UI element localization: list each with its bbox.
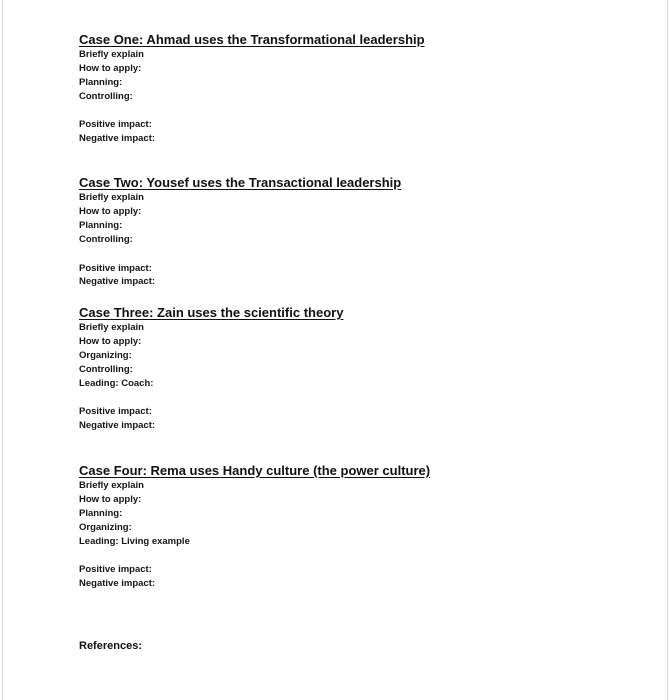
case-three-how-to-apply: How to apply: <box>79 336 142 347</box>
case-one-heading: Case One: Ahmad uses the Transformational leadership <box>79 32 425 47</box>
case-one-positive-impact: Positive impact: <box>79 119 152 130</box>
case-three-briefly-explain: Briefly explain <box>79 322 144 333</box>
case-two-briefly-explain: Briefly explain <box>79 192 144 203</box>
case-four-negative-impact: Negative impact: <box>79 578 156 589</box>
case-one-briefly-explain: Briefly explain <box>79 49 144 60</box>
case-four-positive-impact: Positive impact: <box>79 564 152 575</box>
case-four-organizing: Organizing: <box>79 522 132 533</box>
case-three-negative-impact: Negative impact: <box>79 420 156 431</box>
case-three-positive-impact: Positive impact: <box>79 406 152 417</box>
case-two-positive-impact: Positive impact: <box>79 263 152 274</box>
case-two-controlling: Controlling: <box>79 234 133 245</box>
case-four-leading: Leading: Living example <box>79 536 190 547</box>
case-three-controlling: Controlling: <box>79 364 133 375</box>
case-two-heading: Case Two: Yousef uses the Transactional leadership <box>79 175 402 190</box>
case-one-controlling: Controlling: <box>79 91 133 102</box>
case-two-how-to-apply: How to apply: <box>79 206 142 217</box>
case-four-briefly-explain: Briefly explain <box>79 480 144 491</box>
case-three-organizing: Organizing: <box>79 350 132 361</box>
case-one-how-to-apply: How to apply: <box>79 63 142 74</box>
case-four-planning: Planning: <box>79 508 123 519</box>
references-label: References: <box>79 640 142 652</box>
case-four-how-to-apply: How to apply: <box>79 494 142 505</box>
case-four-heading: Case Four: Rema uses Handy culture (the power culture) <box>79 463 431 478</box>
case-three-heading: Case Three: Zain uses the scientific theory <box>79 305 344 320</box>
case-two-negative-impact: Negative impact: <box>79 276 156 287</box>
case-three-leading: Leading: Coach: <box>79 378 154 389</box>
case-one-negative-impact: Negative impact: <box>79 133 156 144</box>
case-two-planning: Planning: <box>79 220 123 231</box>
case-one-planning: Planning: <box>79 77 123 88</box>
